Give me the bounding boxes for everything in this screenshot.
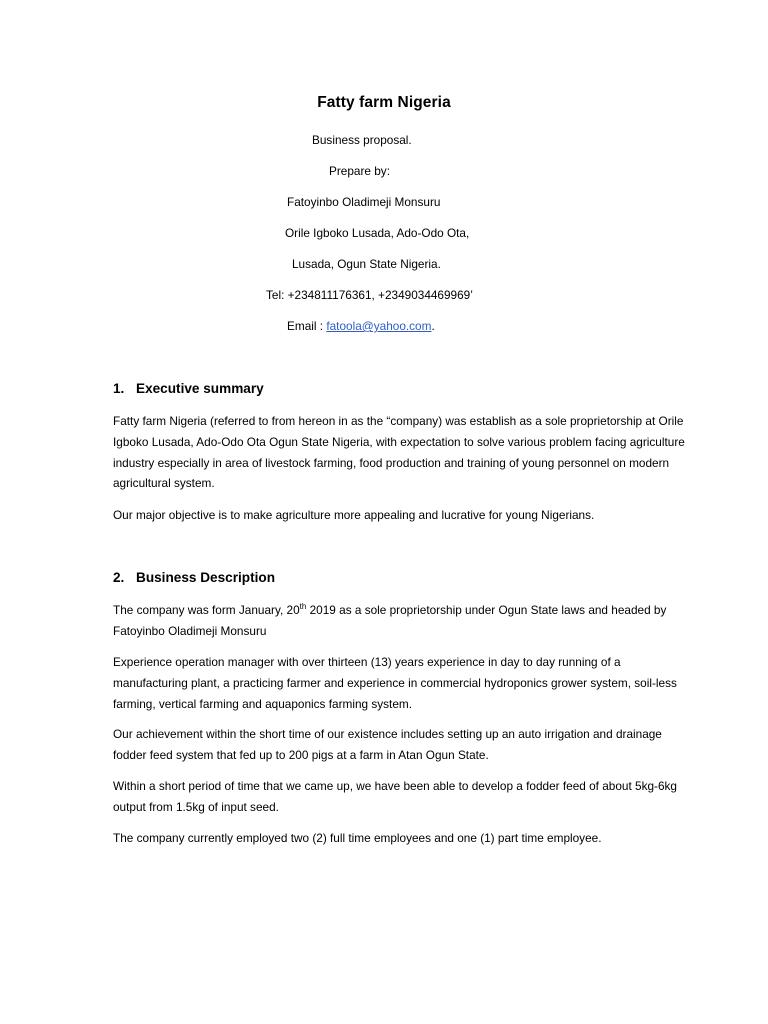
prepared-by-label: Prepare by: [329, 164, 390, 178]
paragraph-text-end: 2019 as a sole proprietorship under Ogun State laws and headed by Fatoyinbo Oladimeji Monsuru [113, 603, 667, 638]
email-label: Email : [287, 319, 327, 333]
section-heading-business-description [113, 570, 275, 585]
address-line-2: Lusada, Ogun State Nigeria. [292, 257, 441, 271]
section-heading-executive-summary [113, 381, 264, 396]
section-number: 2. [113, 570, 125, 585]
executive-summary-paragraph-1: Fatty farm Nigeria (referred to from hereon in as the “company) was establish as a sole proprietorship at Orile Igboko Lusada, Ado-Odo Ota Ogun State Nigeria, with expectation to solve various problem facing agriculture industry especially in area of livestock farming, food production and training of young personnel on modern agricultural system. [113, 414, 685, 491]
ordinal-superscript: th [299, 602, 307, 612]
author-name: Fatoyinbo Oladimeji Monsuru [287, 195, 441, 209]
telephone-line: Tel: +234811176361, +2349034469969’ [266, 288, 473, 302]
email-link[interactable]: fatoola@yahoo.com [326, 319, 432, 333]
business-description-paragraph-1 [113, 600, 688, 642]
business-description-paragraph-2: Experience operation manager with over thirteen (13) years experience in day to day running of a manufacturing plant, a practicing farmer and experience in commercial hydroponics grower system, soil-less farming, vertical farming and aquaponics farming system. [113, 655, 677, 711]
paragraph-text-start: The company was form January, 20 [113, 603, 300, 617]
business-description-paragraph-3: Our achievement within the short time of our existence includes setting up an auto irrigation and drainage fodder feed system that fed up to 200 pigs at a farm in Atan Ogun State. [113, 727, 662, 762]
business-description-paragraph-5: The company currently employed two (2) full time employees and one (1) part time employee. [113, 831, 602, 845]
section-title: Business Description [136, 570, 275, 585]
subtitle: Business proposal. [312, 133, 412, 147]
address-line-1: Orile Igboko Lusada, Ado-Odo Ota, [285, 226, 470, 240]
section-number: 1. [113, 381, 125, 396]
executive-summary-paragraph-2: Our major objective is to make agriculture more appealing and lucrative for young Nigerians. [113, 508, 595, 522]
email-line [287, 318, 435, 334]
document-title: Fatty farm Nigeria [317, 94, 451, 111]
email-suffix: . [431, 319, 435, 333]
business-description-paragraph-4: Within a short period of time that we came up, we have been able to develop a fodder feed of about 5kg-6kg output from 1.5kg of input seed. [113, 779, 677, 814]
section-title: Executive summary [136, 381, 264, 396]
